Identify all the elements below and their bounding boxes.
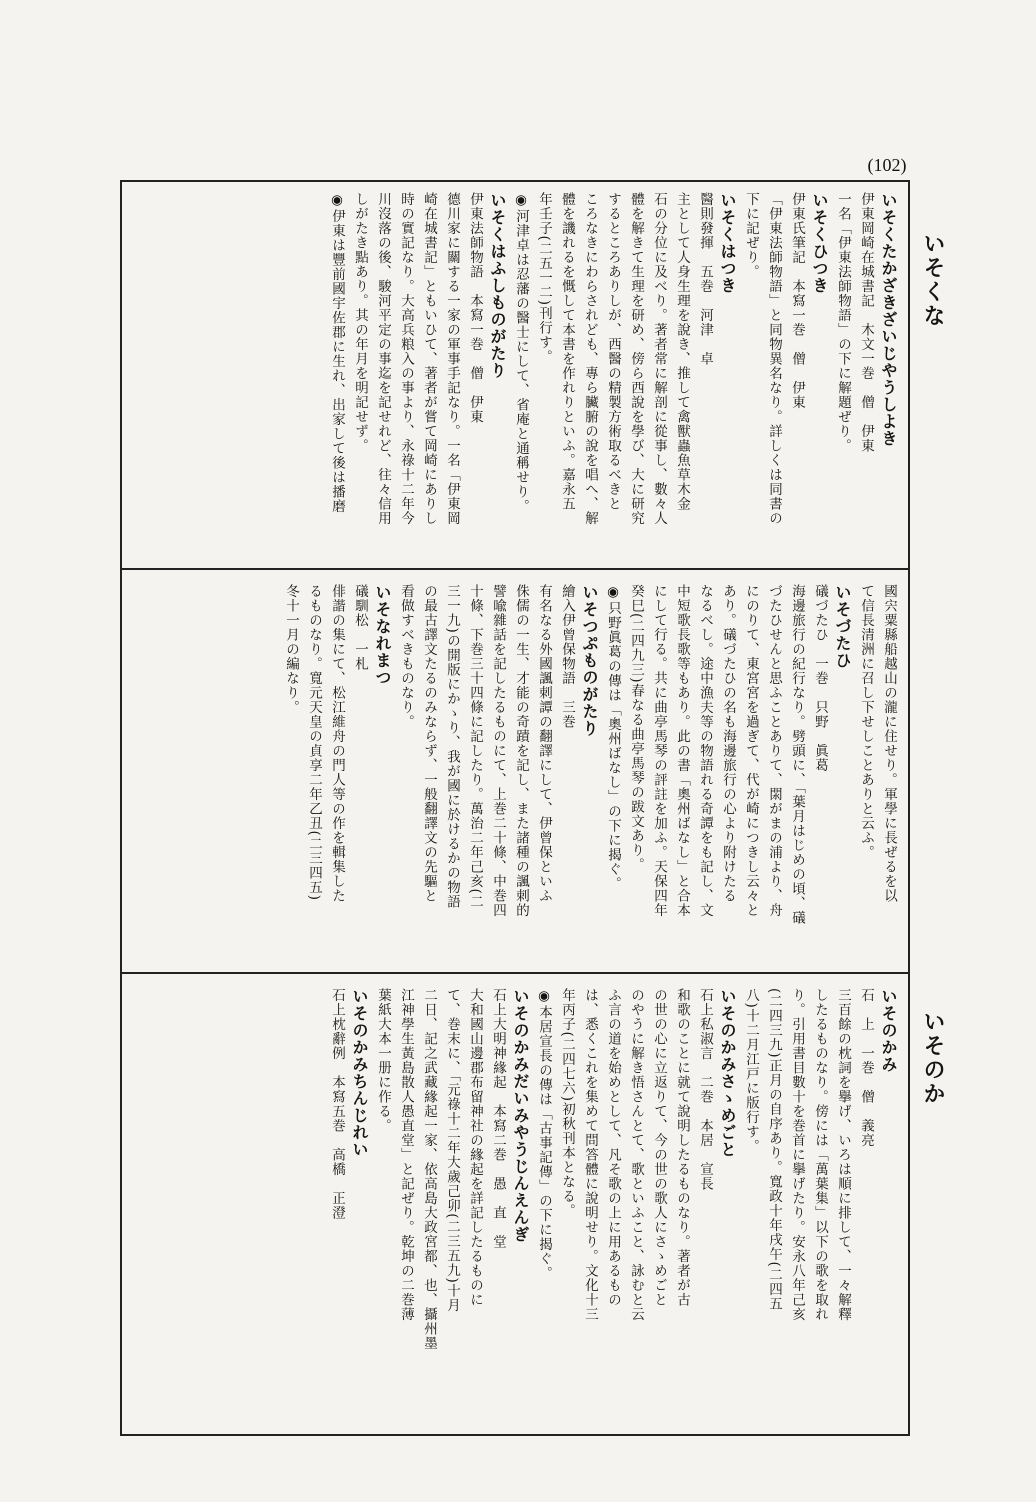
text-line: いそくはつき (718, 192, 737, 294)
text-line: の世の心に立返りて、今の世の歌人にさゝめごと (651, 988, 667, 1307)
text-line: 年壬子(二五一二)刊行す。 (536, 192, 552, 365)
text-line: 體を譏れるを慨して本書を作れりといふ。嘉永五 (559, 192, 575, 511)
text-line: いそくたかざきざいじやうしよき (879, 192, 898, 447)
text-line: いそなれまつ (373, 584, 392, 686)
divider-bottom (122, 972, 908, 974)
text-line: 一名「伊東法師物語」の下に解題ぜり。 (835, 192, 851, 453)
text-line: 二日、記之武藏緣起一家、依高島大政宮都、也、攝州墨 (421, 988, 437, 1351)
text-line: 中短歌長歌等もあり。此の書「奧州ばなし」と合本 (674, 584, 690, 918)
text-line: の最古譯文たるのみならず、一般翻譯文の先驅と (421, 584, 437, 903)
side-header-bottom: いそのか (920, 1010, 946, 1106)
text-line: 俳諧の集にて、松江維舟の門人等の作を輯集した (329, 584, 345, 903)
text-line: は、悉くこれを集めて問答體に說明せり。文化十三 (582, 988, 598, 1322)
text-line: (二四三九)正月の自序あり。寬政十年戌午(二四五 (766, 988, 782, 1312)
text-line: るものなり。寬元天皇の貞享二年乙丑(二三四五) (306, 584, 322, 902)
text-line: 石の分位に及べり。著者常に解剖に從事し、數々人 (651, 192, 667, 526)
text-line: て、巻末に、「元祿十二年大歲己卯(二三五九)十月 (444, 988, 460, 1313)
text-line: 有名なる外國諷刺譚の翻譯にして、伊曾保といふ (536, 584, 552, 903)
text-line: にのりて、東宮宮を過ぎて、代が崎につきし云々と (743, 584, 759, 918)
text-line: したるものなり。傍には「萬葉集」以下の歌を取れ (812, 988, 828, 1322)
text-line: 譬喩雜話を記したるものにて、上巻二十條、中巻四 (490, 584, 506, 918)
text-line: 伊東岡崎在城書記 木文一巻 僧 伊東 (858, 192, 874, 453)
text-line: り。引用書目數十を巻首に擧げたり。安永八年己亥 (789, 988, 805, 1322)
text-line: 石上大明神緣起 本寫二巻 愚 直 堂 (490, 988, 506, 1249)
text-line: あり。礒づたひの名も海邊旅行の心より附けたる (720, 584, 736, 903)
page-frame (120, 180, 910, 1436)
text-line: 年丙子(二四七六)初秋刊本となる。 (559, 988, 575, 1219)
text-line: 海邊旅行の紀行なり。劈頭に、「葉月はじめの頃、礒 (789, 584, 805, 926)
text-line: 伊東法師物語 本寫一巻 僧 伊東 (467, 192, 483, 424)
text-line: ◉只野眞葛の傳は「奧州ばなし」の下に揭ぐ。 (605, 584, 621, 891)
text-line: 三一九)の開版にかゝり、我が國に於けるかの物語 (444, 584, 460, 910)
page-number: (102) (867, 155, 907, 175)
text-line: て信長清洲に召し下せしことありと云ふ。 (858, 584, 874, 860)
text-line: いそのかみさゝめごと (718, 988, 737, 1158)
text-line: 和歌のことに就て說明したるものなり。著者が古 (674, 988, 690, 1307)
text-line: 下に記ぜり。 (743, 192, 759, 279)
text-line: 伊東氏筆記 本寫一巻 僧 伊東 (789, 192, 805, 410)
text-line: 時の實記なり。大高兵粮入の事より、永祿十二年今 (398, 192, 414, 526)
text-line: 崎在城書記」ともいひて、著者が嘗て岡崎にありし (421, 192, 437, 526)
text-line: 體を解きて生理を研め、傍ら西說を學び、大に研究 (628, 192, 644, 526)
text-line: 「伊東法師物語」と同物異名なり。詳しくは同書の (766, 192, 782, 526)
text-line: 繪入伊曾保物語 三巻 (559, 584, 575, 729)
text-line: するところありしが、西醫の精製方術取るべきと (605, 192, 621, 511)
divider-top (122, 568, 908, 570)
text-line: ◉伊東は豐前國宇佐郡に生れ、出家して後は播磨 (329, 192, 345, 514)
section-bottom (325, 988, 900, 1428)
text-line: 侏儒の一生、才能の奇蹟を記し、また諸種の諷刺的 (513, 584, 529, 918)
text-line: いそづたひ (833, 584, 852, 669)
text-line: のやうに解き悟さんとて、歌といふこと、詠むと云 (628, 988, 644, 1322)
text-line: 石上私淑言 二巻 本居 宣長 (697, 988, 713, 1191)
text-line: いそのかみ (879, 988, 898, 1073)
section-middle (279, 584, 900, 960)
text-line: しがたき點あり。其の年月を明記せず。 (352, 192, 368, 453)
text-line: いそのかみだいみやうじんえんぎ (511, 988, 530, 1243)
text-line: ころなきにわらされども、專ら臟腑の說を唱へ、解 (582, 192, 598, 526)
text-line: 礒づたひ 一巻 只野 眞葛 (812, 584, 828, 773)
text-line: なるべし。途中漁夫等の物語れる奇譚をも記し、文 (697, 584, 713, 918)
side-header-top: いそくな (920, 232, 946, 328)
text-line: 國宍粟縣船越山の瀧に住せり。軍學に長ぜるを以 (881, 584, 897, 903)
text-line: 三百餘の枕詞を擧げ、いろは順に排して、一々解釋 (835, 988, 851, 1322)
text-line: にして行る。共に曲亭馬琴の評註を加ふ。天保四年 (651, 584, 667, 918)
text-line: 石 上 一巻 僧 義亮 (858, 988, 874, 1148)
text-line: いそくひつき (810, 192, 829, 294)
text-line: 大和國山邊郡布留神社の緣起を詳記したるものに (467, 988, 483, 1307)
text-line: 石上枕辭例 本寫五巻 高橋 正澄 (329, 988, 345, 1220)
section-top (325, 192, 900, 558)
text-line: ◉河津卓は忍藩の醫士にして、省庵と通稱せり。 (513, 192, 529, 514)
text-line: 主として人身生理を說き、推して禽獸蟲魚草木金 (674, 192, 690, 511)
text-line: 冬十一月の編なり。 (283, 584, 299, 715)
text-line: いそくはふしものがたり (488, 192, 507, 379)
text-line: いそのかみちんじれい (350, 988, 369, 1158)
text-line: ふ言の道を始めとして、凡そ歌の上に用あるもの (605, 988, 621, 1307)
text-line: 川沒落の後、駿河平定の事迄を記せれど、往々信用 (375, 192, 391, 526)
text-line: 癸巳(二四九三)春なる曲亭馬琴の跋文あり。 (628, 584, 644, 873)
text-line: 德川家に關する一家の軍事手記なり。一名「伊東岡 (444, 192, 460, 526)
text-line: 礒馴松 一札 (352, 584, 368, 671)
text-line: いそつぷものがたり (580, 584, 599, 737)
text-line: 八)十二月江戸に版行す。 (743, 988, 759, 1154)
text-line: ◉本居宣長の傳は「古事記傳」の下に揭ぐ。 (536, 988, 552, 1281)
text-line: 江神學生黃島散人愚直堂」と記ぜり。乾坤の二巻薄 (398, 988, 414, 1322)
text-line: 醫則發揮 五巻 河津 卓 (697, 192, 713, 366)
text-line: 葉紙大本一册に作る。 (375, 988, 391, 1133)
text-line: づたひせんと思ふことありて、閖がまの浦より、舟 (766, 584, 782, 918)
text-line: 十條、下巻三十四條に記したり。萬治二年己亥(二 (467, 584, 483, 910)
text-line: 看做すべきものなり。 (398, 584, 414, 729)
